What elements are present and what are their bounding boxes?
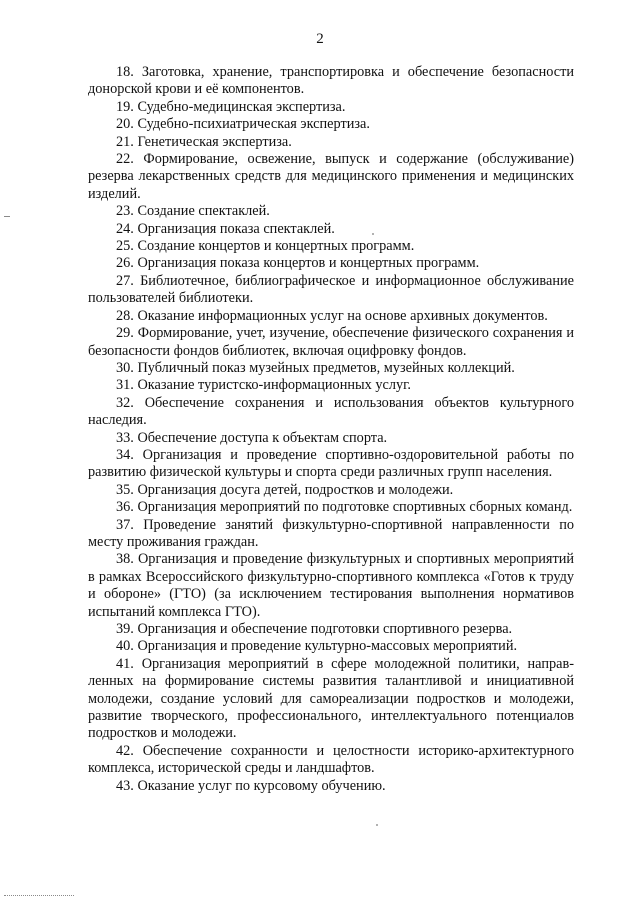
list-item: 22. Формирование, освежение, выпуск и содержание (обслуживание) резерва лекарственных средств для медицинского применения и медицинских изделий. xyxy=(88,151,574,202)
scan-mark xyxy=(4,216,10,217)
list-item: 33. Обеспечение доступа к объектам спорта. xyxy=(116,429,388,446)
list-item: 40. Организация и проведение культурно-массовых мероприятий. xyxy=(116,638,518,655)
list-item: 39. Организация и обеспечение подготовки спортивного резерва. xyxy=(116,621,513,637)
list-item: 18. Заготовка, хранение, транспортировка и обеспечение безопасности донорской крови и её компонентов. xyxy=(88,64,574,98)
list-item: 42. Обеспечение сохранности и целостности историко-архитектурного комплекса, исторической среды и ландшафтов. xyxy=(88,742,574,777)
list-item: 24. Организация показа спектаклей. xyxy=(116,220,335,237)
list-item: 43. Оказание услуг по курсовому обучению. xyxy=(116,777,386,794)
page-number: 2 xyxy=(316,31,324,47)
list-item: 35. Организация досуга детей, подростков и молодежи. xyxy=(116,481,454,498)
list-item: 26. Организация показа концертов и концертных программ. xyxy=(116,255,480,272)
scan-speck xyxy=(372,233,374,235)
list-item: 37. Проведение занятий физкультурно-спортивной направленности по месту проживания граждан. xyxy=(88,516,574,550)
list-item: 23. Создание спектаклей. xyxy=(116,203,270,220)
list-item: 20. Судебно-психиатрическая экспертиза. xyxy=(116,116,370,133)
list-item: 27. Библиотечное, библиографическое и информационное обслуживание пользователей библиотеки. xyxy=(88,272,574,307)
scan-speck xyxy=(376,824,378,826)
list-item: 25. Создание концертов и концертных программ. xyxy=(116,238,415,255)
service-list xyxy=(88,64,574,795)
list-item: 41. Организация мероприятий в сфере молодежной политики, направленных на формирование системы развития талантливой и инициативной молодежи, создание условий для самореализации подростков и молодежи, развитие творческого, профессионального, интеллектуального потенциалов подростков и молодежи. xyxy=(88,655,574,742)
list-item: 38. Организация и проведение физкультурных и спортивных мероприятий в рамках Всероссийского физкультурно-спортивного комплекса «Готов к труду и обороне» (ГТО) (за исключением тестирования выполнения нормативов испытаний комплекса ГТО). xyxy=(88,551,574,620)
list-item: 36. Организация мероприятий по подготовке спортивных сборных команд. xyxy=(116,499,573,516)
list-item: 31. Оказание туристско-информационных услуг. xyxy=(116,377,411,394)
list-item: 28. Оказание информационных услуг на основе архивных документов. xyxy=(116,307,548,324)
list-item: 34. Организация и проведение спортивно-оздоровительной работы по развитию физической культуры и спорта среди различных групп населения. xyxy=(88,446,574,481)
list-item: 30. Публичный показ музейных предметов, музейных коллекций. xyxy=(116,359,515,376)
list-item: 32. Обеспечение сохранения и использования объектов культурного наследия. xyxy=(88,394,574,429)
list-item: 29. Формирование, учет, изучение, обеспечение физического сохранения и безопасности фондов библиотек, включая оцифровку фондов. xyxy=(88,325,574,359)
list-item: 19. Судебно-медицинская экспертиза. xyxy=(116,98,346,115)
scan-edge-mark xyxy=(4,895,74,897)
list-item: 21. Генетическая экспертиза. xyxy=(116,133,292,150)
